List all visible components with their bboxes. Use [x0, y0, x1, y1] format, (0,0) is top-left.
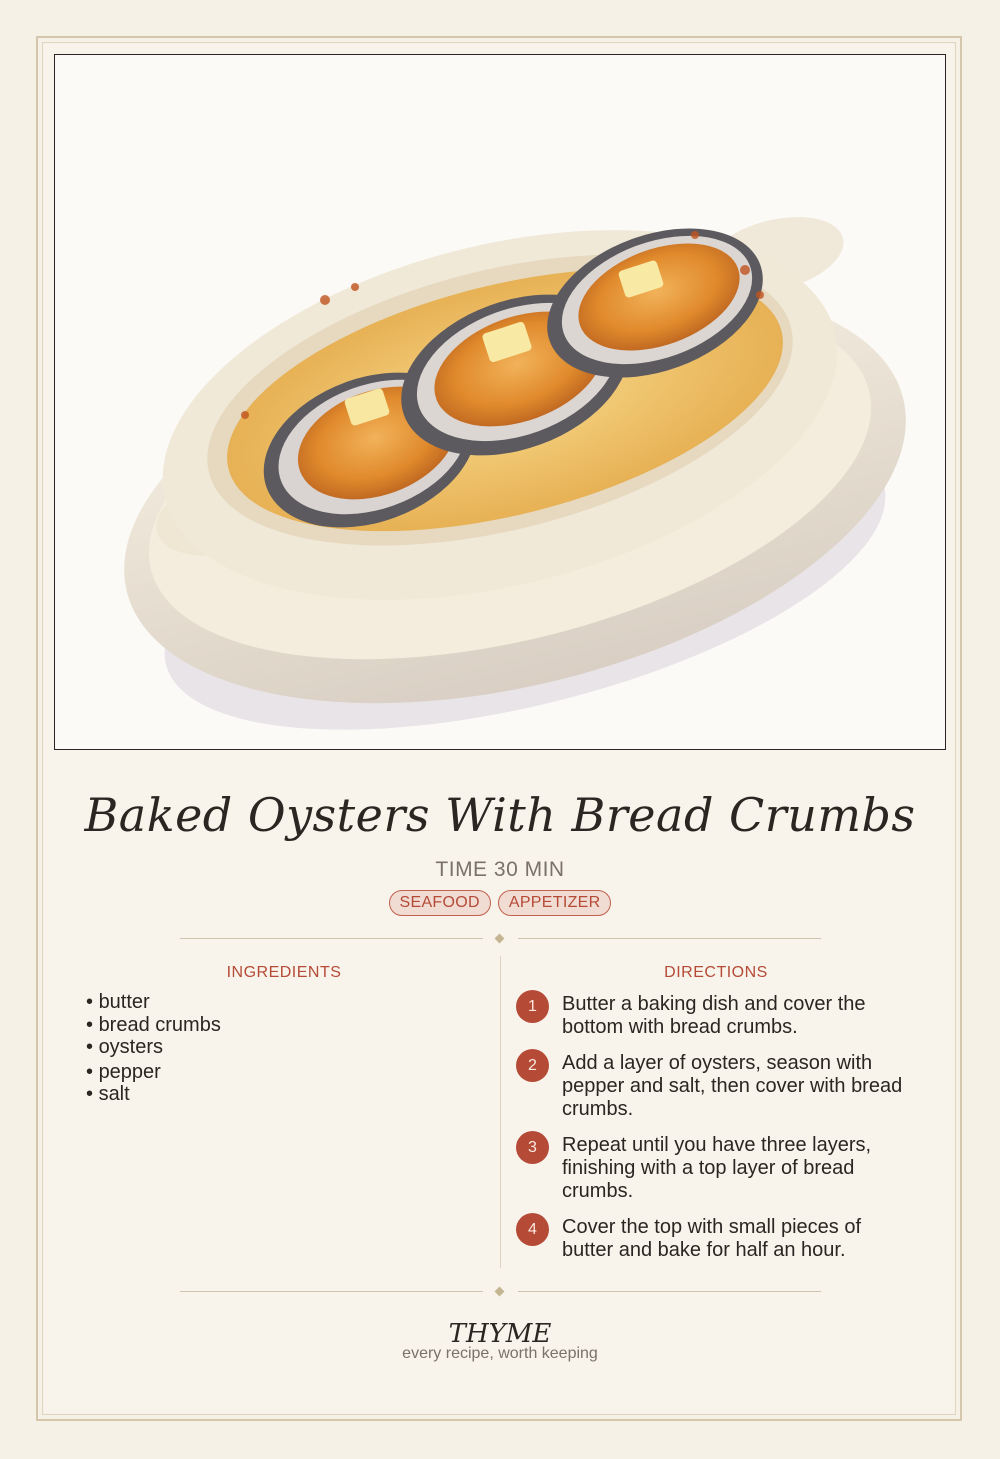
step-text: Cover the top with small pieces of butter and bake for half an hour.: [562, 1216, 862, 1261]
divider-bottom-left: [180, 1291, 483, 1292]
direction-step: [516, 1049, 916, 1121]
step-number-badge: 3: [516, 1131, 549, 1164]
direction-step: [516, 1213, 916, 1262]
baked-oysters-illustration: [55, 55, 946, 750]
tag-appetizer[interactable]: APPETIZER: [498, 890, 612, 916]
ingredient-item: • oysters: [86, 1036, 164, 1058]
directions-list: [516, 990, 916, 1272]
ingredient-item: • salt: [86, 1083, 130, 1105]
divider-top-right: [518, 938, 821, 939]
column-divider: [500, 956, 501, 1268]
direction-step: [516, 990, 916, 1039]
step-number-badge: 4: [516, 1213, 549, 1246]
step-number-badge: 1: [516, 990, 549, 1023]
ingredients-list: [86, 991, 221, 1106]
step-text: Add a layer of oysters, season with pepper and salt, then cover with bread crumbs.: [562, 1052, 903, 1120]
ingredient-item: • bread crumbs: [86, 1013, 221, 1036]
tag-list: [0, 890, 1000, 916]
ingredients-heading: INGREDIENTS: [226, 964, 342, 981]
ingredient-item: • pepper: [86, 1060, 161, 1083]
step-text: Repeat until you have three layers, finishing with a top layer of bread crumbs.: [562, 1134, 872, 1202]
step-text: Butter a baking dish and cover the bottom with bread crumbs.: [562, 993, 866, 1038]
directions-heading: DIRECTIONS: [664, 964, 768, 981]
divider-bottom-right: [518, 1291, 821, 1292]
ingredient-item: • butter: [86, 991, 150, 1013]
brand-name: THYME: [448, 1319, 552, 1349]
recipe-photo: [54, 54, 946, 750]
brand-tagline: every recipe, worth keeping: [402, 1345, 598, 1362]
cook-time: TIME 30 MIN: [435, 858, 565, 881]
step-number-badge: 2: [516, 1049, 549, 1082]
tag-seafood[interactable]: SEAFOOD: [389, 890, 491, 916]
recipe-title: Baked Oysters With Bread Crumbs: [84, 788, 916, 842]
divider-top-left: [180, 938, 483, 939]
direction-step: [516, 1131, 916, 1203]
